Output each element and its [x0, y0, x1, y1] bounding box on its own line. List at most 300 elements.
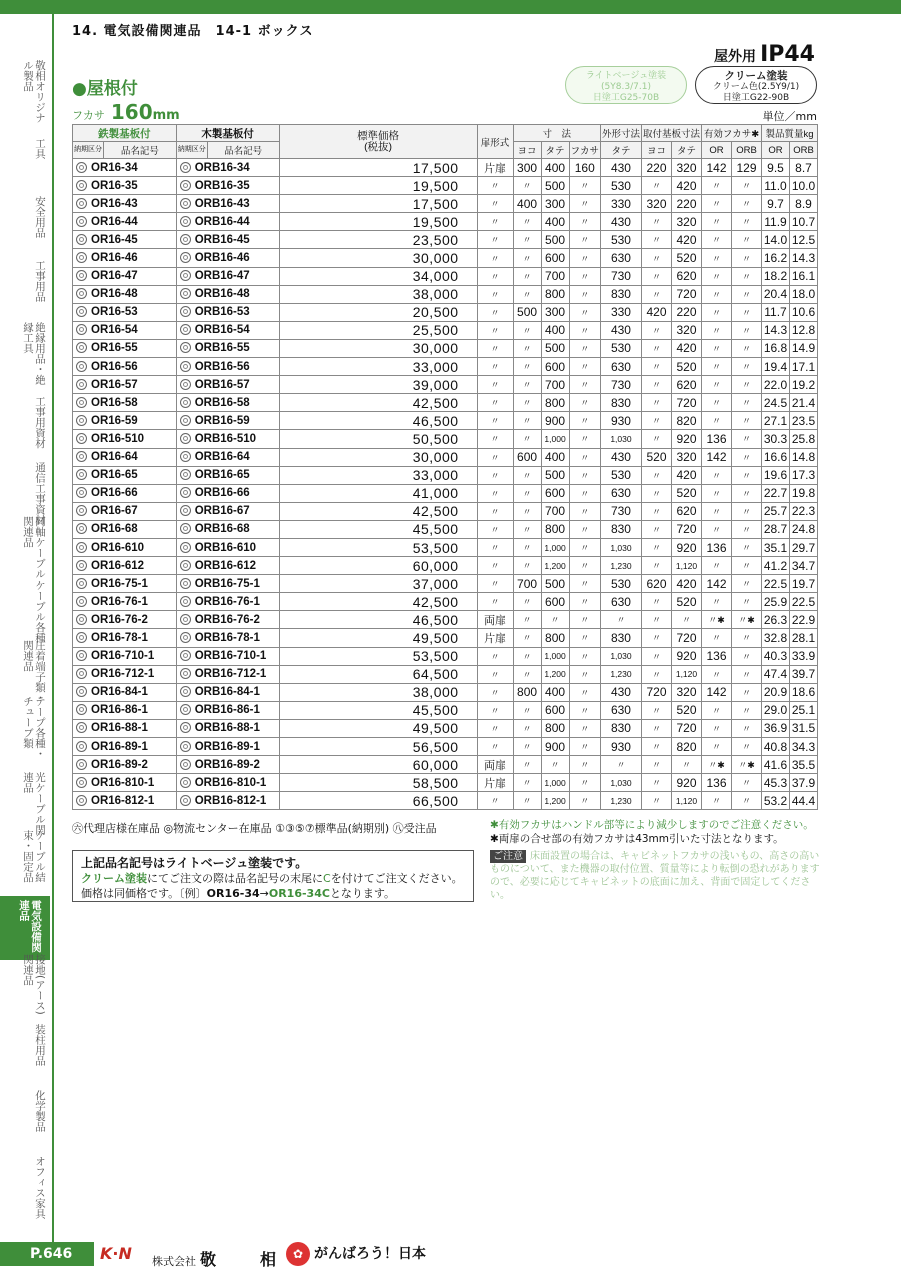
spec-cell: 500: [513, 303, 541, 321]
spec-cell: 500: [541, 575, 569, 593]
steel-code: OR16-58: [91, 396, 138, 409]
spec-cell: 630: [600, 484, 641, 502]
wood-code-cell: [176, 520, 279, 538]
spec-cell: 40.8: [762, 738, 790, 756]
wood-code-cell: [176, 774, 279, 792]
spec-cell: 〃: [732, 466, 762, 484]
spec-cell: 400: [541, 321, 569, 339]
table-row: [73, 303, 818, 321]
wood-code: ORB16-57: [194, 378, 250, 391]
steel-code-cell: [73, 502, 177, 520]
sidebar-item[interactable]: 装柱用品: [34, 1024, 46, 1066]
spec-cell: 〃: [569, 647, 600, 665]
spec-cell: 520: [671, 484, 701, 502]
sidebar-item[interactable]: 通信工事資材: [34, 462, 46, 525]
wood-code: ORB16-89-2: [194, 758, 260, 771]
spec-cell: 〃: [477, 647, 513, 665]
spec-cell: 16.8: [762, 339, 790, 357]
wood-code-cell: [176, 593, 279, 611]
table-row: [73, 520, 818, 538]
table-row: [73, 430, 818, 448]
stock-mark-icon: [180, 433, 191, 444]
spec-cell: 630: [600, 249, 641, 267]
spec-cell: 〃: [569, 665, 600, 683]
header-mount: 取付基板寸法: [641, 125, 701, 142]
sidebar-item[interactable]: 敬相オリジナル製品: [22, 60, 46, 123]
stock-mark-icon: [76, 632, 87, 643]
wood-code-cell: [176, 575, 279, 593]
spec-cell: 〃: [513, 593, 541, 611]
steel-code: OR16-48: [91, 288, 138, 301]
spec-cell: 29.7: [790, 538, 818, 556]
price-cell: 17,500: [279, 195, 477, 213]
spec-cell: 〃: [513, 701, 541, 719]
stock-mark-icon: [76, 777, 87, 788]
spec-cell: 〃: [702, 665, 732, 683]
stock-mark-icon: [76, 306, 87, 317]
steel-code: OR16-712-1: [91, 668, 155, 681]
spec-cell: 500: [541, 339, 569, 357]
spec-cell: 〃: [641, 557, 671, 575]
stock-mark-icon: [180, 270, 191, 281]
stock-mark-icon: [180, 668, 191, 679]
spec-cell: 〃: [732, 738, 762, 756]
spec-cell: 35.1: [762, 538, 790, 556]
steel-code-cell: [73, 575, 177, 593]
spec-cell: 〃: [569, 376, 600, 394]
stock-mark-icon: [76, 704, 87, 715]
wood-code: ORB16-55: [194, 342, 250, 355]
spec-cell: 〃: [569, 448, 600, 466]
sidebar-item[interactable]: 工具: [34, 138, 46, 159]
spec-cell: 400: [541, 448, 569, 466]
spec-cell: 〃: [702, 376, 732, 394]
steel-code-cell: [73, 213, 177, 231]
stock-mark-icon: [180, 505, 191, 516]
spec-cell: 830: [600, 520, 641, 538]
spec-cell: 〃: [477, 285, 513, 303]
spec-cell: 29.0: [762, 701, 790, 719]
spec-cell: 〃: [732, 538, 762, 556]
spec-cell: 22.3: [790, 502, 818, 520]
spec-cell: 25.1: [790, 701, 818, 719]
spec-cell: 44.4: [790, 792, 818, 810]
table-row: [73, 683, 818, 701]
steel-code: OR16-45: [91, 233, 138, 246]
header-mass-orb: ORB: [790, 142, 818, 159]
spec-cell: 800: [541, 520, 569, 538]
spec-cell: 530: [600, 231, 641, 249]
spec-cell: 142: [702, 575, 732, 593]
spec-cell: 630: [600, 593, 641, 611]
spec-cell: 53.2: [762, 792, 790, 810]
spec-cell: 〃: [513, 484, 541, 502]
spec-cell: 420: [671, 231, 701, 249]
spec-cell: 11.7: [762, 303, 790, 321]
wood-code: ORB16-53: [194, 306, 250, 319]
spec-cell: 〃: [732, 376, 762, 394]
spec-cell: 330: [600, 303, 641, 321]
sidebar-item[interactable]: 光ケーブル関連品: [22, 772, 46, 835]
wood-code-cell: [176, 756, 279, 774]
spec-cell: 〃: [513, 249, 541, 267]
table-row: [73, 756, 818, 774]
sidebar-item[interactable]: 接地(アース)関連品: [22, 954, 46, 1015]
stock-mark-icon: [76, 741, 87, 752]
stock-mark-icon: [76, 578, 87, 589]
steel-code-cell: [73, 412, 177, 430]
price-cell: 60,000: [279, 756, 477, 774]
steel-code-cell: [73, 466, 177, 484]
spec-cell: 〃: [477, 502, 513, 520]
spec-cell: 〃: [569, 756, 600, 774]
sidebar-item[interactable]: ケーブル結束・固定品: [22, 830, 46, 883]
table-row: [73, 213, 818, 231]
wood-code: ORB16-68: [194, 523, 250, 536]
spec-cell: 〃: [569, 466, 600, 484]
spec-cell: 〃: [569, 285, 600, 303]
price-cell: 17,500: [279, 159, 477, 177]
table-body: [73, 159, 818, 810]
price-cell: 64,500: [279, 665, 477, 683]
ordering-note-box: 上記品名記号はライトベージュ塗装です。 クリーム塗装にてご注文の際は品名記号の末尾にCを付けてご注文ください。 価格は同価格です。〔例〕OR16-34→OR16-34Cとなります。: [72, 850, 474, 902]
spec-cell: 11.9: [762, 213, 790, 231]
spec-cell: 〃: [641, 538, 671, 556]
price-cell: 56,500: [279, 738, 477, 756]
steel-code-cell: [73, 195, 177, 213]
steel-code-cell: [73, 177, 177, 195]
spec-cell: 18.2: [762, 267, 790, 285]
spec-cell: 920: [671, 538, 701, 556]
sidebar-item[interactable]: テープ各種・チューブ類: [22, 696, 46, 759]
table-row: [73, 774, 818, 792]
spec-cell: 〃: [732, 701, 762, 719]
spec-cell: 530: [600, 575, 641, 593]
table-row: [73, 177, 818, 195]
spec-cell: 〃: [702, 629, 732, 647]
spec-cell: 720: [641, 683, 671, 701]
divider-line: [52, 14, 54, 1242]
steel-code-cell: [73, 665, 177, 683]
spec-cell: 〃: [541, 756, 569, 774]
price-cell: 66,500: [279, 792, 477, 810]
stock-mark-icon: [76, 596, 87, 607]
spec-cell: 25.8: [790, 430, 818, 448]
spec-cell: 1,030: [600, 430, 641, 448]
table-row: [73, 701, 818, 719]
header-eff-orb: ORB: [732, 142, 762, 159]
spec-cell: 1,230: [600, 665, 641, 683]
stock-mark-icon: [76, 234, 87, 245]
header-door: 扉形式: [477, 125, 513, 159]
spec-cell: 142: [702, 683, 732, 701]
stock-mark-icon: [76, 397, 87, 408]
wood-code-cell: [176, 339, 279, 357]
spec-cell: 〃: [477, 412, 513, 430]
header-eff: 有効フカサ✱: [702, 125, 762, 142]
spec-cell: 〃: [513, 629, 541, 647]
spec-cell: 520: [671, 358, 701, 376]
spec-cell: 〃: [477, 267, 513, 285]
wood-code-cell: [176, 430, 279, 448]
stock-mark-icon: [76, 722, 87, 733]
wood-code: ORB16-76-1: [194, 595, 260, 608]
spec-cell: 〃: [477, 593, 513, 611]
steel-code-cell: [73, 321, 177, 339]
spec-cell: 両扉: [477, 756, 513, 774]
spec-cell: 〃: [641, 339, 671, 357]
steel-code-cell: [73, 285, 177, 303]
spec-cell: 〃: [702, 738, 732, 756]
spec-cell: 730: [600, 267, 641, 285]
sidebar-item[interactable]: 圧着端子類・関連品: [22, 640, 46, 703]
stock-mark-icon: [76, 198, 87, 209]
spec-cell: 1,230: [600, 792, 641, 810]
spec-cell: 500: [541, 466, 569, 484]
stock-mark-icon: [76, 415, 87, 426]
spec-cell: 〃: [732, 358, 762, 376]
sidebar-item[interactable]: 工事用品: [34, 260, 46, 302]
spec-cell: 〃: [702, 792, 732, 810]
spec-cell: 〃: [732, 647, 762, 665]
spec-cell: 〃: [569, 575, 600, 593]
spec-cell: 〃: [641, 520, 671, 538]
spec-cell: 900: [541, 738, 569, 756]
stock-mark-icon: [76, 342, 87, 353]
spec-cell: 〃: [702, 267, 732, 285]
wood-code: ORB16-66: [194, 487, 250, 500]
price-cell: 50,500: [279, 430, 477, 448]
spec-cell: 〃: [569, 611, 600, 629]
spec-cell: 両扉: [477, 611, 513, 629]
spec-cell: 〃: [641, 665, 671, 683]
spec-cell: 〃: [641, 719, 671, 737]
price-cell: 37,000: [279, 575, 477, 593]
stock-mark-icon: [180, 469, 191, 480]
spec-cell: 〃: [477, 448, 513, 466]
header-out-tate: タテ: [600, 142, 641, 159]
price-cell: 49,500: [279, 719, 477, 737]
spec-cell: 〃: [477, 538, 513, 556]
spec-cell: 〃: [702, 339, 732, 357]
spec-cell: 〃: [732, 339, 762, 357]
spec-cell: 700: [513, 575, 541, 593]
spec-cell: 〃: [702, 557, 732, 575]
table-row: [73, 267, 818, 285]
spec-cell: 720: [671, 629, 701, 647]
spec-cell: 800: [541, 629, 569, 647]
spec-cell: 320: [671, 159, 701, 177]
price-cell: 60,000: [279, 557, 477, 575]
sidebar-item[interactable]: 絶縁用品・絶縁工具: [22, 322, 46, 385]
spec-cell: 33.9: [790, 647, 818, 665]
steel-code: OR16-46: [91, 252, 138, 265]
spec-cell: 〃: [513, 231, 541, 249]
spec-cell: 〃: [641, 629, 671, 647]
wood-code-cell: [176, 267, 279, 285]
price-cell: 46,500: [279, 412, 477, 430]
spec-cell: 27.1: [762, 412, 790, 430]
spec-cell: 〃: [569, 267, 600, 285]
spec-cell: 〃: [513, 756, 541, 774]
steel-code-cell: [73, 557, 177, 575]
wood-code: ORB16-48: [194, 288, 250, 301]
spec-cell: 〃: [569, 629, 600, 647]
sidebar-item[interactable]: 工事用資材: [34, 396, 46, 449]
spec-cell: 430: [600, 159, 641, 177]
steel-code-cell: [73, 376, 177, 394]
steel-code-cell: [73, 756, 177, 774]
price-cell: 33,000: [279, 358, 477, 376]
steel-code: OR16-57: [91, 378, 138, 391]
spec-cell: 〃: [477, 213, 513, 231]
spec-cell: 19.4: [762, 358, 790, 376]
spec-cell: 830: [600, 629, 641, 647]
steel-code: OR16-84-1: [91, 686, 148, 699]
spec-cell: 〃: [477, 701, 513, 719]
spec-cell: 〃: [732, 430, 762, 448]
spec-cell: 〃: [569, 358, 600, 376]
depth-label: フカサ 160mm: [72, 100, 180, 124]
sidebar-item[interactable]: ケーブル各種: [34, 580, 46, 643]
stock-mark-icon: [180, 216, 191, 227]
spec-cell: 〃: [641, 430, 671, 448]
stock-mark-icon: [180, 379, 191, 390]
wood-code-cell: [176, 231, 279, 249]
spec-cell: 〃: [732, 792, 762, 810]
steel-code: OR16-86-1: [91, 704, 148, 717]
company-name: 株式会社 敬 相: [152, 1250, 277, 1269]
spec-cell: 830: [600, 719, 641, 737]
stock-mark-icon: [76, 650, 87, 661]
steel-code-cell: [73, 267, 177, 285]
wood-code: ORB16-710-1: [194, 650, 267, 663]
sidebar-item[interactable]: 電気設備関連品: [0, 896, 50, 960]
spec-cell: 24.8: [790, 520, 818, 538]
sidebar-item[interactable]: 化学製品: [34, 1090, 46, 1132]
spec-cell: 16.1: [790, 267, 818, 285]
price-cell: 33,000: [279, 466, 477, 484]
wood-code-cell: [176, 448, 279, 466]
spec-cell: 〃: [513, 466, 541, 484]
spec-cell: 142: [702, 159, 732, 177]
spec-cell: 25.7: [762, 502, 790, 520]
spec-cell: 〃: [732, 520, 762, 538]
spec-cell: 10.7: [790, 213, 818, 231]
table-row: [73, 448, 818, 466]
sidebar-item[interactable]: オフィス家具: [34, 1156, 46, 1219]
spec-cell: 400: [541, 213, 569, 231]
spec-cell: 〃: [702, 195, 732, 213]
spec-cell: 820: [671, 412, 701, 430]
steel-code-cell: [73, 520, 177, 538]
spec-cell: 片扉: [477, 774, 513, 792]
stock-mark-icon: [180, 578, 191, 589]
steel-code: OR16-55: [91, 342, 138, 355]
spec-cell: 14.8: [790, 448, 818, 466]
wood-code: ORB16-78-1: [194, 631, 260, 644]
steel-code-cell: [73, 593, 177, 611]
spec-cell: 〃✱: [732, 756, 762, 774]
spec-cell: 22.5: [762, 575, 790, 593]
spec-cell: 〃: [569, 231, 600, 249]
steel-code: OR16-612: [91, 559, 145, 572]
spec-cell: 1,000: [541, 538, 569, 556]
spec-cell: 〃: [702, 484, 732, 502]
spec-cell: 〃: [569, 213, 600, 231]
spec-cell: 400: [541, 683, 569, 701]
stock-legend: ㊅代理店様在庫品 ◎物流センター在庫品 ①③⑤⑦標準品(納期別) ㊇受注品: [72, 822, 437, 835]
spec-cell: 〃: [702, 719, 732, 737]
spec-cell: 520: [671, 593, 701, 611]
spec-cell: 14.0: [762, 231, 790, 249]
steel-code: OR16-510: [91, 432, 145, 445]
spec-cell: 〃: [477, 358, 513, 376]
spec-cell: 〃: [641, 231, 671, 249]
steel-code: OR16-59: [91, 414, 138, 427]
wood-code: ORB16-89-1: [194, 740, 260, 753]
table-row: [73, 484, 818, 502]
spec-cell: 〃: [513, 502, 541, 520]
spec-cell: 〃: [732, 593, 762, 611]
spec-cell: 220: [671, 195, 701, 213]
price-cell: 19,500: [279, 177, 477, 195]
sidebar-item[interactable]: 同軸ケーブル関連品: [22, 516, 46, 579]
stock-mark-icon: [76, 252, 87, 263]
spec-cell: 〃: [513, 792, 541, 810]
stock-mark-icon: [76, 180, 87, 191]
spec-cell: 〃: [569, 557, 600, 575]
spec-cell: 17.3: [790, 466, 818, 484]
wood-code: ORB16-34: [194, 161, 250, 174]
stock-mark-icon: [76, 162, 87, 173]
spec-cell: 〃: [600, 756, 641, 774]
steel-code: OR16-89-1: [91, 740, 148, 753]
table-row: [73, 159, 818, 177]
steel-code: OR16-44: [91, 215, 138, 228]
spec-cell: 8.7: [790, 159, 818, 177]
spec-cell: 片扉: [477, 159, 513, 177]
steel-code-cell: [73, 231, 177, 249]
sidebar-item[interactable]: 安全用品: [34, 196, 46, 238]
wood-code-cell: [176, 321, 279, 339]
spec-cell: 142: [702, 448, 732, 466]
table-row: [73, 665, 818, 683]
steel-code: OR16-88-1: [91, 722, 148, 735]
spec-cell: 〃: [732, 394, 762, 412]
stock-mark-icon: [180, 596, 191, 607]
wood-code-cell: [176, 665, 279, 683]
table-row: [73, 195, 818, 213]
wood-code: ORB16-712-1: [194, 668, 267, 681]
table-row: [73, 231, 818, 249]
steel-code: OR16-76-1: [91, 595, 148, 608]
spec-cell: 〃: [702, 412, 732, 430]
stock-mark-icon: [180, 342, 191, 353]
price-cell: 41,000: [279, 484, 477, 502]
stock-mark-icon: [180, 252, 191, 263]
spec-cell: 830: [600, 285, 641, 303]
spec-cell: 〃: [702, 303, 732, 321]
wood-code: ORB16-44: [194, 215, 250, 228]
stock-mark-icon: [76, 451, 87, 462]
price-cell: 46,500: [279, 611, 477, 629]
spec-cell: 〃: [702, 249, 732, 267]
stock-mark-icon: [76, 379, 87, 390]
spec-cell: 36.9: [762, 719, 790, 737]
spec-cell: 12.5: [790, 231, 818, 249]
spec-cell: 47.4: [762, 665, 790, 683]
